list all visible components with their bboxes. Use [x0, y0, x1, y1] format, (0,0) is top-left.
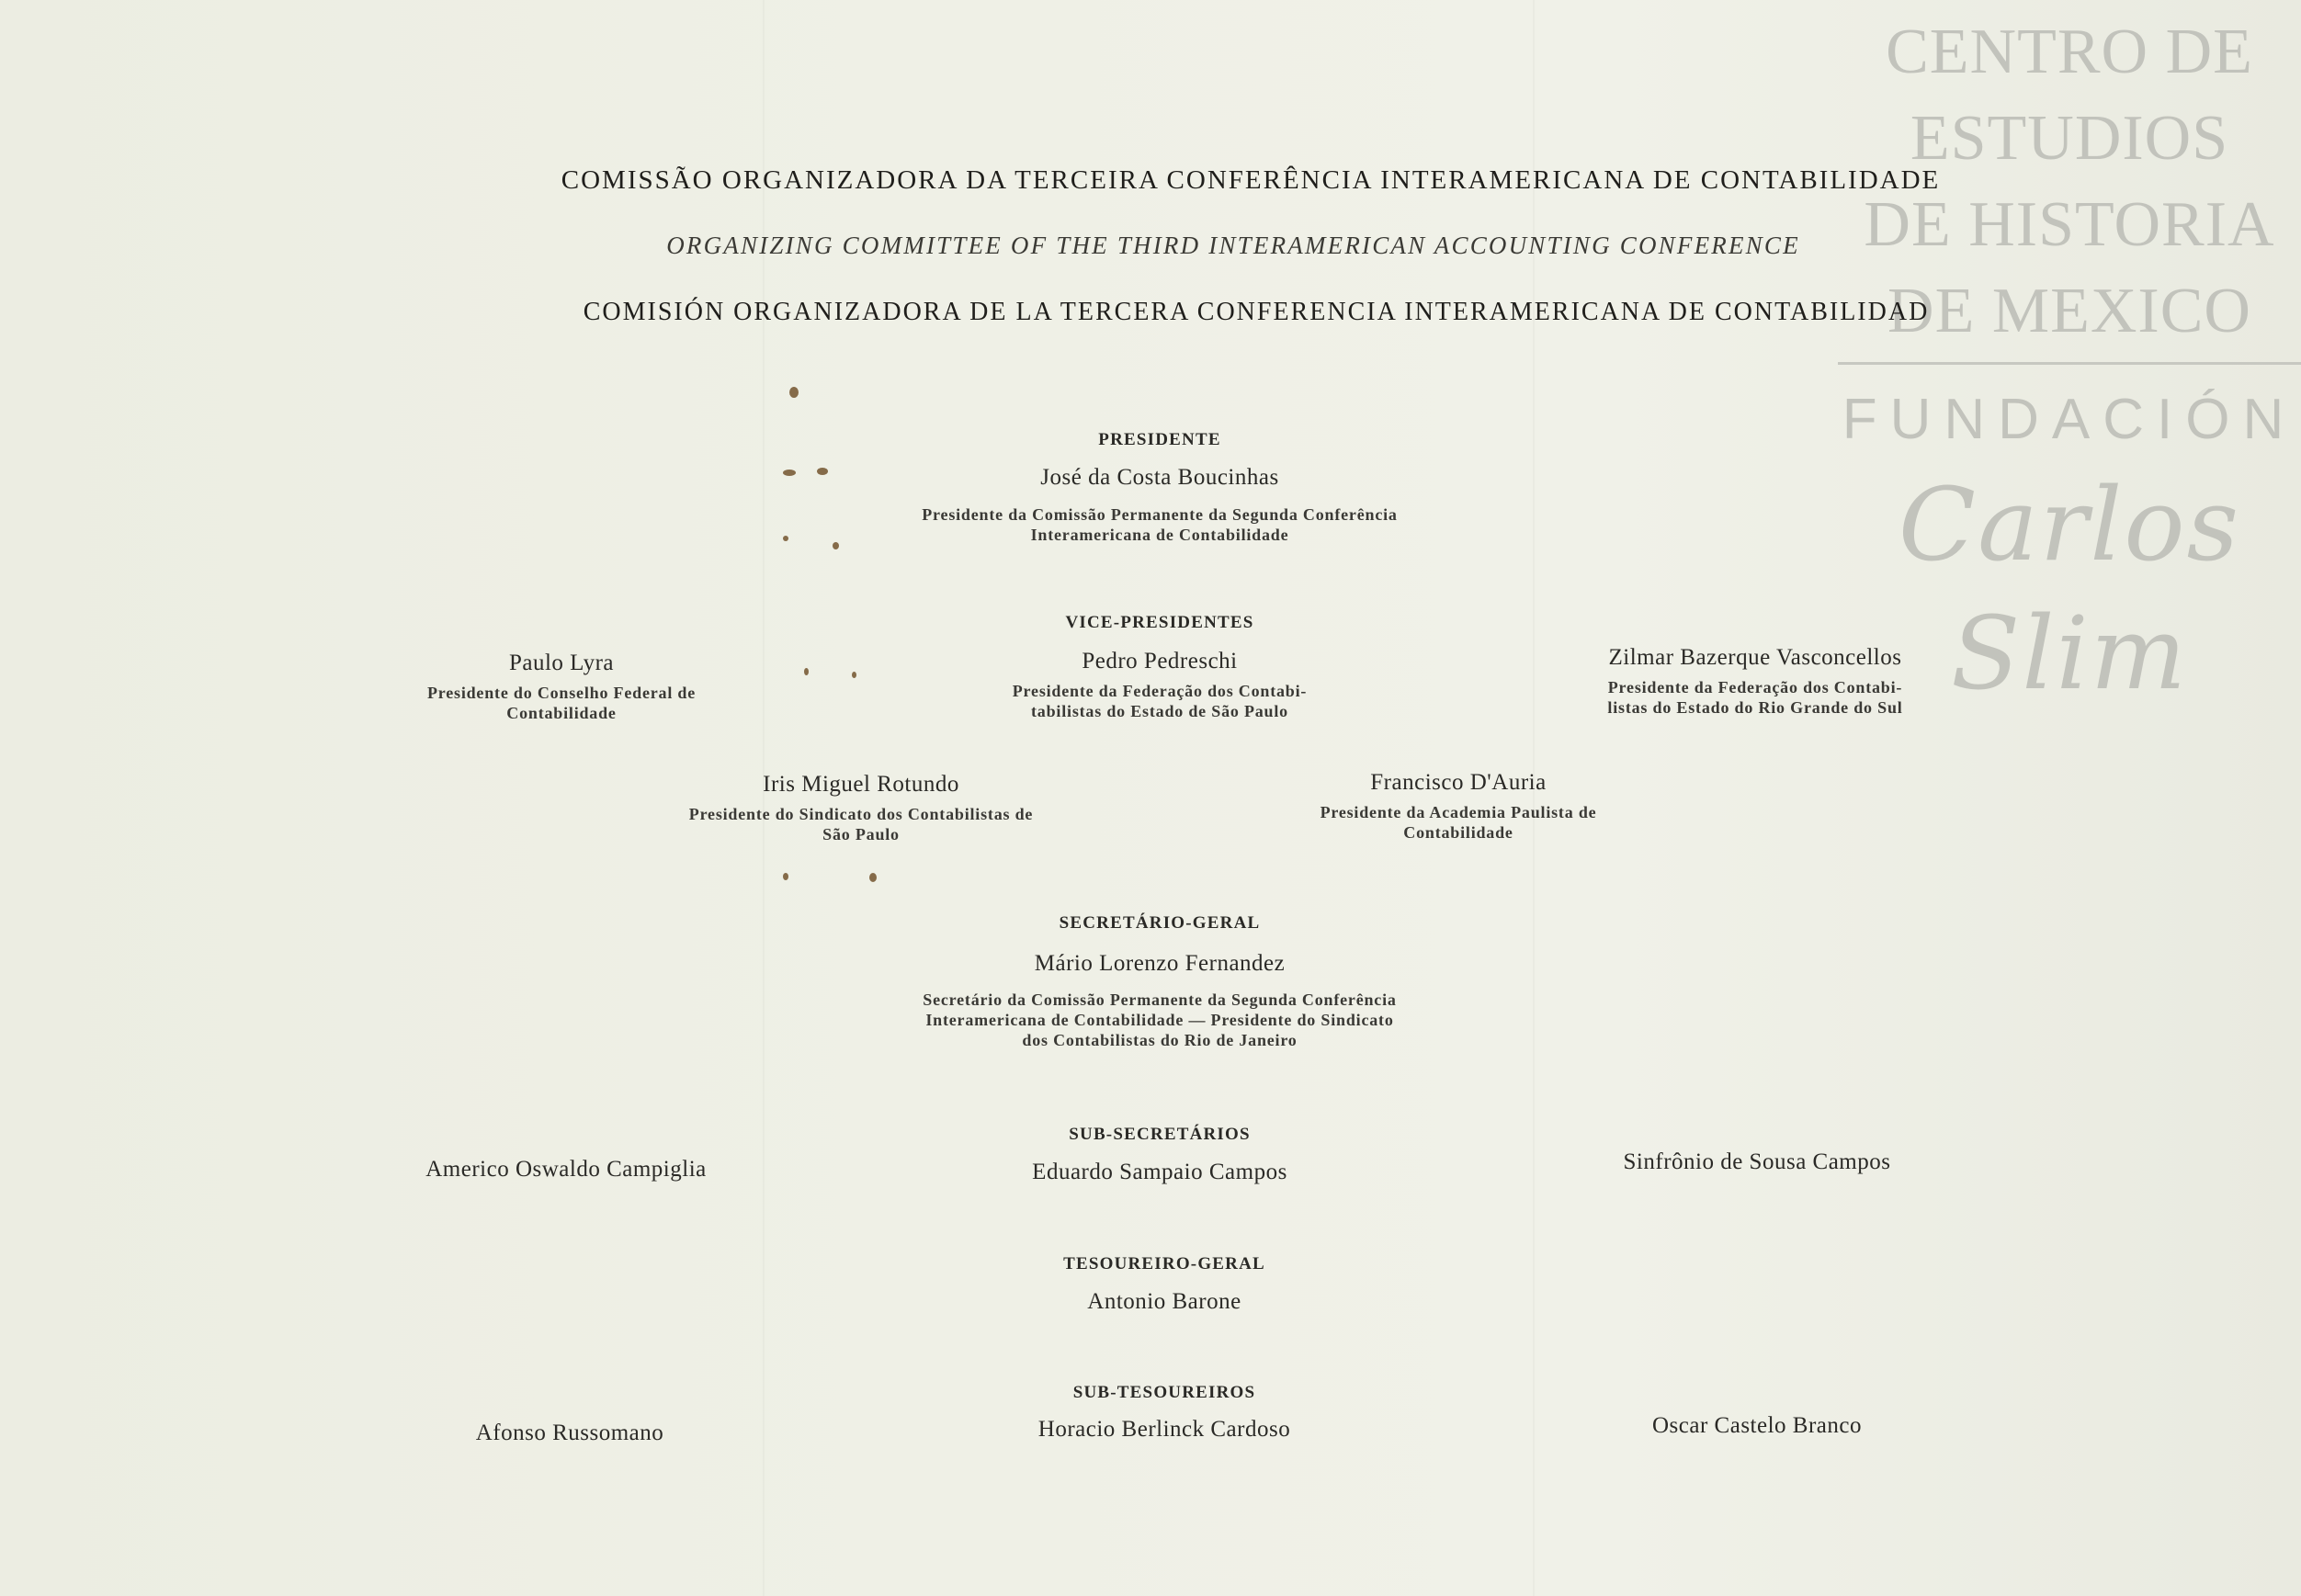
name-secretario-geral: Mário Lorenzo Fernandez [1034, 951, 1286, 976]
role-sub-secretarios: SUB-SECRETÁRIOS [1069, 1125, 1251, 1144]
name-vice-1: Paulo Lyra [508, 651, 614, 675]
role-secretario-geral: SECRETÁRIO-GERAL [1059, 913, 1261, 933]
watermark-line: CENTRO DE [1886, 17, 2253, 87]
paper-stain [789, 387, 799, 398]
desc-line: Presidente da Academia Paulista de [1320, 803, 1597, 821]
desc-line: Secretário da Comissão Permanente da Segunda Conferência [923, 990, 1397, 1009]
title-portuguese: COMISSÃO ORGANIZADORA DA TERCEIRA CONFERÊNCIA INTERAMERICANA DE CONTABILIDADE [561, 165, 1941, 195]
name-sub-secretario-1: Americo Oswaldo Campiglia [425, 1157, 707, 1182]
name-vice-3: Zilmar Bazerque Vasconcellos [1608, 645, 1902, 670]
name-tesoureiro-geral: Antonio Barone [1087, 1289, 1241, 1314]
watermark [1838, 9, 2301, 718]
name-vice-2: Pedro Pedreschi [1082, 649, 1238, 673]
desc-line: Presidente do Conselho Federal de [426, 684, 697, 702]
desc-line: Presidente da Federação dos Contabi- [1607, 678, 1903, 696]
desc-line: dos Contabilistas do Rio de Janeiro [1022, 1031, 1298, 1049]
role-sub-tesoureiros: SUB-TESOUREIROS [1072, 1383, 1256, 1402]
desc-line: São Paulo [822, 825, 900, 843]
name-vice-5: Francisco D'Auria [1370, 770, 1547, 795]
paper-stain [804, 668, 809, 675]
paper-stain [833, 542, 839, 549]
desc-presidente [838, 504, 1481, 545]
name-sub-tesoureiro-1: Afonso Russomano [475, 1421, 664, 1445]
desc-line: Presidente da Federação dos Contabi- [1012, 682, 1308, 700]
desc-line: Contabilidade [506, 704, 617, 722]
paper-stain [817, 468, 828, 475]
desc-line: Interamericana de Contabilidade [1030, 526, 1289, 544]
desc-vice-4 [631, 804, 1091, 844]
role-vice-presidentes: VICE-PRESIDENTES [1065, 613, 1254, 632]
title-spanish: COMISIÓN ORGANIZADORA DE LA TERCERA CONFERENCIA INTERAMERICANA DE CONTABILIDAD [583, 298, 1930, 326]
role-presidente: PRESIDENTE [1098, 430, 1221, 449]
title-english: ORGANIZING COMMITTEE OF THE THIRD INTERAMERICAN ACCOUNTING CONFERENCE [666, 232, 1800, 259]
paper-stain [869, 873, 877, 882]
watermark-line: DE HISTORIA [1864, 189, 2275, 260]
watermark-line: ESTUDIOS [1910, 103, 2229, 174]
role-tesoureiro-geral: TESOUREIRO-GERAL [1063, 1254, 1265, 1273]
desc-line: tabilistas do Estado de São Paulo [1031, 702, 1288, 720]
desc-vice-1 [368, 683, 754, 723]
desc-vice-3 [1544, 677, 1967, 718]
paper-stain [783, 873, 788, 880]
paper-stain [852, 672, 856, 678]
name-sub-tesoureiro-2: Horacio Berlinck Cardoso [1037, 1417, 1291, 1442]
watermark-divider [1838, 362, 2301, 365]
desc-line: Contabilidade [1403, 823, 1513, 842]
desc-line: Presidente da Comissão Permanente da Segunda Conferência [922, 505, 1398, 524]
name-sub-secretario-2: Eduardo Sampaio Campos [1032, 1160, 1287, 1184]
name-sub-tesoureiro-3: Oscar Castelo Branco [1652, 1413, 1862, 1438]
desc-line: Interamericana de Contabilidade — Presidente do Sindicato [925, 1011, 1394, 1029]
desc-line: listas do Estado do Rio Grande do Sul [1607, 698, 1903, 717]
paper-stain [783, 536, 788, 541]
name-presidente: José da Costa Boucinhas [1040, 465, 1279, 490]
watermark-line: DE MEXICO [1887, 276, 2251, 346]
desc-vice-5 [1247, 802, 1670, 843]
name-sub-secretario-3: Sinfrônio de Sousa Campos [1623, 1149, 1891, 1174]
watermark-foundation: FUNDACIÓN [1842, 388, 2297, 451]
name-vice-4: Iris Miguel Rotundo [763, 772, 959, 797]
watermark-signature: Carlos Slim [1898, 466, 2241, 712]
desc-line: Presidente do Sindicato dos Contabilistas de [688, 805, 1034, 823]
desc-vice-2 [967, 681, 1353, 721]
desc-secretario-geral [838, 990, 1481, 1050]
paper-stain [783, 470, 796, 476]
